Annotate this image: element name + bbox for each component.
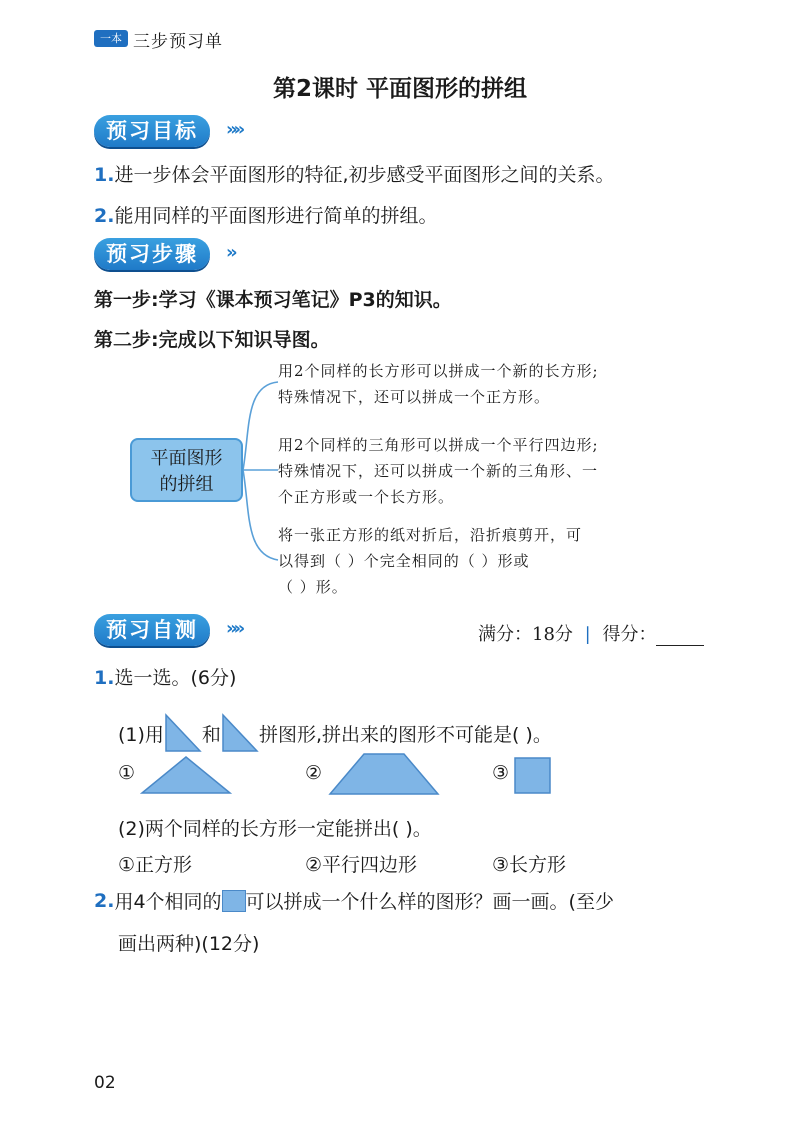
mindmap-center-line: 的拼组 [159,474,214,495]
score-box [478,620,704,646]
mindmap-line: （ ）形。 [278,578,348,596]
mindmap-branch-1 [278,358,599,410]
section-heading-steps: 预习步骤 [94,238,210,270]
chevrons-icon: »» [226,618,242,639]
option-triangle-shape[interactable] [140,755,232,795]
option-3[interactable]: ③长方形 [492,854,567,876]
option-1-label[interactable]: ① [118,762,136,784]
mindmap-center [130,438,243,502]
full-score: 满分：18分 [478,624,573,645]
right-triangle-shape-2 [221,713,259,753]
question-1-sub-1 [118,713,552,753]
goal-number: 1. [94,164,115,186]
mindmap-branch-2 [278,432,599,510]
right-triangle-shape-1 [164,713,202,753]
chevrons-icon: »» [226,119,242,140]
question-number: 1. [94,667,115,689]
mindmap-branch-3 [278,522,582,600]
question-1-title [94,663,236,690]
question-2-line-2: 画出两种)(12分) [118,933,260,955]
page-number: 02 [94,1073,116,1093]
lesson-title: 第2课时 平面图形的拼组 [272,76,527,102]
goal-number: 2. [94,205,115,227]
question-text: 选一选。(6分) [114,667,237,689]
score-label: 得分： [602,624,657,645]
mindmap-line: 个正方形或一个长方形。 [278,488,455,506]
question-text: 可以拼成一个什么样的图形？画一画。(至少 [245,891,614,913]
mindmap-line: 特殊情况下，还可以拼成一个正方形。 [278,388,551,406]
question-number: 2. [94,889,115,912]
step-2: 第二步:完成以下知识导图。 [94,329,330,351]
mindmap-center-line: 平面图形 [150,448,223,469]
mindmap-line: 将一张正方形的纸对折后，沿折痕剪开，可 [278,526,583,544]
goal-text: 能用同样的平面图形进行简单的拼组。 [114,205,438,227]
chevrons-icon: » [226,242,234,263]
sub-question-text: (1)用 [118,723,164,746]
divider: | [584,624,591,645]
section-heading-selftest: 预习自测 [94,614,210,646]
option-2-label[interactable]: ② [305,762,323,784]
mindmap-line: 用2个同样的长方形可以拼成一个新的长方形; [278,362,599,380]
goal-text: 进一步体会平面图形的特征,初步感受平面图形之间的关系。 [114,164,615,186]
option-1[interactable]: ①正方形 [118,854,193,876]
section-heading-goals: 预习目标 [94,115,210,147]
question-text: 用4个相同的 [114,891,222,913]
option-square-shape[interactable] [514,757,552,795]
option-trapezoid-shape[interactable] [328,752,440,796]
sub-question-text: 拼图形,拼出来的图形不可能是( )。 [258,723,552,746]
small-square-shape [222,890,246,912]
step-1: 第一步:学习《课本预习笔记》P3的知识。 [94,289,452,311]
question-2-line-1 [94,887,614,914]
mindmap-line: 用2个同样的三角形可以拼成一个平行四边形; [278,436,599,454]
question-1-sub-2: (2)两个同样的长方形一定能拼出( )。 [118,818,432,840]
sub-question-text: 和 [201,723,221,746]
mindmap-line: 特殊情况下，还可以拼成一个新的三角形、一 [278,462,599,480]
series-name: 三步预习单 [133,32,223,52]
option-2[interactable]: ②平行四边形 [305,854,418,876]
publisher-logo: 一本 [94,30,128,47]
mindmap-line: 以得到（ ）个完全相同的（ ）形或 [278,552,530,570]
score-blank[interactable] [656,627,704,646]
option-3-label[interactable]: ③ [492,762,510,784]
